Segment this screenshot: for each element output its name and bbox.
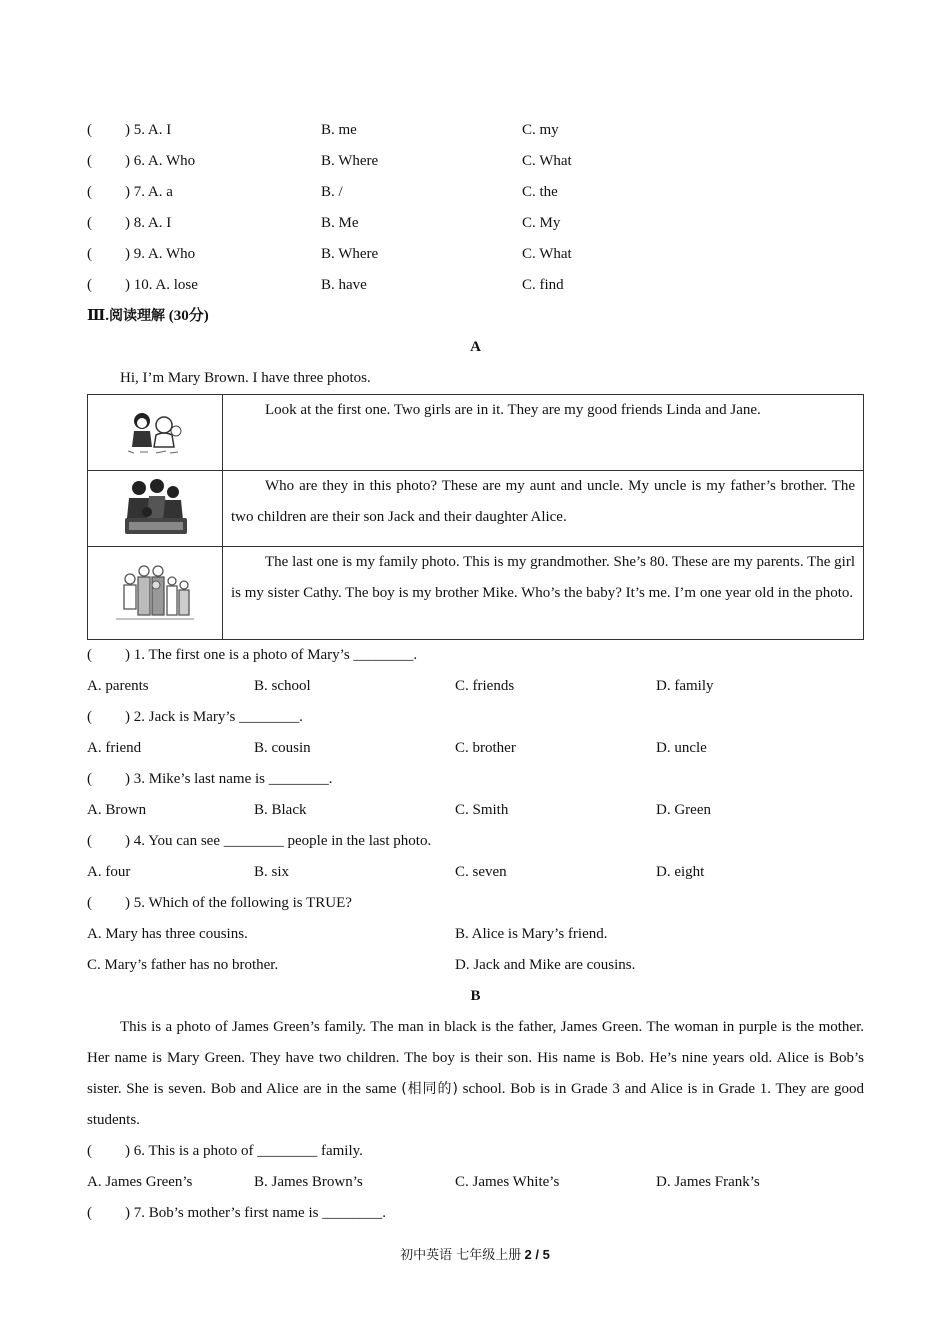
question-options bbox=[87, 795, 864, 826]
answer-paren: ( bbox=[87, 709, 92, 725]
photo-row bbox=[88, 547, 864, 640]
answer-paren: ( bbox=[87, 895, 92, 911]
option-b: B. Black bbox=[254, 802, 307, 818]
option-c: C. My bbox=[522, 215, 561, 231]
photo-cell bbox=[88, 547, 223, 640]
question-stem: ( ) 4. You can see ________ people in the last photo. bbox=[87, 826, 864, 857]
passage-a-intro: Hi, I’m Mary Brown. I have three photos. bbox=[120, 370, 371, 386]
option-c: C. brother bbox=[455, 740, 516, 756]
photo-table bbox=[87, 394, 864, 640]
photo-cell bbox=[88, 395, 223, 471]
question-stem: ( ) 7. Bob’s mother’s first name is ________. bbox=[87, 1198, 864, 1229]
option-c: C. What bbox=[522, 153, 572, 169]
cloze-row bbox=[87, 146, 864, 177]
question-number: ) 9. A. Who bbox=[125, 246, 196, 262]
option-b: B. me bbox=[321, 122, 357, 138]
question-options bbox=[87, 1167, 864, 1198]
cloze-row bbox=[87, 239, 864, 270]
cloze-row bbox=[87, 177, 864, 208]
answer-paren: ( bbox=[87, 215, 92, 231]
answer-paren: ( bbox=[87, 1205, 92, 1221]
photo-text: Who are they in this photo? These are my aunt and uncle. My uncle is my father’s brother. The two children are their son Jack and their daughter Alice. bbox=[223, 471, 864, 547]
question-number: ) 7. A. a bbox=[125, 184, 173, 200]
photo-cell bbox=[88, 471, 223, 547]
footer-subject: 初中英语 七年级上册 bbox=[400, 1248, 522, 1263]
option-b: B. six bbox=[254, 864, 290, 880]
option-d: D. James Frank’s bbox=[656, 1174, 760, 1190]
option-d: D. family bbox=[656, 678, 714, 694]
section-heading: Ⅲ.阅读理解 (30分) bbox=[87, 308, 209, 324]
option-b: B. Where bbox=[321, 153, 379, 169]
passage-a-questions bbox=[87, 640, 864, 981]
answer-paren: ( bbox=[87, 771, 92, 787]
question-options bbox=[87, 857, 864, 888]
option-d: D. Jack and Mike are cousins. bbox=[455, 957, 636, 973]
question-number: ) 5. A. I bbox=[125, 122, 172, 138]
option-c: C. find bbox=[522, 277, 564, 293]
option-d: D. Green bbox=[656, 802, 711, 818]
option-b: B. / bbox=[321, 184, 343, 200]
option-b: B. school bbox=[254, 678, 311, 694]
question-stem: ( ) 5. Which of the following is TRUE? bbox=[87, 888, 864, 919]
page-footer bbox=[0, 1244, 950, 1263]
passage-b-heading: B bbox=[470, 988, 481, 1004]
option-c: C. Mary’s father has no brother. bbox=[87, 957, 279, 973]
question-stem: ( ) 3. Mike’s last name is ________. bbox=[87, 764, 864, 795]
photo-row bbox=[88, 395, 864, 471]
option-a: A. friend bbox=[87, 740, 142, 756]
answer-paren: ( bbox=[87, 1143, 92, 1159]
two-girls-photo-icon bbox=[120, 409, 190, 457]
option-c: C. Smith bbox=[455, 802, 509, 818]
aunt-uncle-family-photo-icon bbox=[117, 478, 193, 540]
option-d: D. eight bbox=[656, 864, 705, 880]
option-c: C. James White’s bbox=[455, 1174, 560, 1190]
option-c: C. the bbox=[522, 184, 558, 200]
option-c: C. seven bbox=[455, 864, 507, 880]
worksheet-page bbox=[87, 115, 864, 1229]
option-a: A. James Green’s bbox=[87, 1174, 193, 1190]
question-options bbox=[87, 671, 864, 702]
option-b: B. have bbox=[321, 277, 367, 293]
passage-b-questions bbox=[87, 1136, 864, 1229]
question-options bbox=[87, 919, 864, 950]
page-number: 2 / 5 bbox=[524, 1247, 550, 1262]
cloze-row bbox=[87, 115, 864, 146]
option-b: B. James Brown’s bbox=[254, 1174, 363, 1190]
photo-text: The last one is my family photo. This is my grandmother. She’s 80. These are my parents. The girl is my sister Cathy. The boy is my brother Mike. Who’s the baby? It’s me. I’m one year old in the photo. bbox=[223, 547, 864, 640]
cloze-options bbox=[87, 115, 864, 301]
option-b: B. Me bbox=[321, 215, 359, 231]
answer-paren: ( bbox=[87, 153, 92, 169]
photo-text: Look at the first one. Two girls are in it. They are my good friends Linda and Jane. bbox=[223, 395, 864, 471]
answer-paren: ( bbox=[87, 122, 92, 138]
answer-paren: ( bbox=[87, 277, 92, 293]
question-options bbox=[87, 950, 864, 981]
cloze-row bbox=[87, 270, 864, 301]
option-a: A. four bbox=[87, 864, 131, 880]
photo-row bbox=[88, 471, 864, 547]
option-a: A. Brown bbox=[87, 802, 147, 818]
mary-family-photo-icon bbox=[112, 561, 198, 625]
option-a: A. Mary has three cousins. bbox=[87, 926, 248, 942]
passage-b-text: This is a photo of James Green’s family. The man in black is the father, James Green. The woman in purple is the mother. Her name is Mary Green. They have two children. The boy is their son. His name is Bob. He’s nine years old. Alice is Bob’s sister. She is seven. Bob and Alice are in the same (相同的) school. Bob is in Grade 3 and Alice is in Grade 1. They are good students. bbox=[87, 1019, 864, 1128]
option-d: D. uncle bbox=[656, 740, 707, 756]
question-stem: ( ) 1. The first one is a photo of Mary’s ________. bbox=[87, 640, 864, 671]
option-c: C. friends bbox=[455, 678, 515, 694]
question-number: ) 8. A. I bbox=[125, 215, 172, 231]
passage-a-heading: A bbox=[470, 339, 481, 355]
question-number: ) 10. A. lose bbox=[125, 277, 198, 293]
question-stem: ( ) 6. This is a photo of ________ family. bbox=[87, 1136, 864, 1167]
question-stem: ( ) 2. Jack is Mary’s ________. bbox=[87, 702, 864, 733]
option-b: B. Alice is Mary’s friend. bbox=[455, 926, 608, 942]
option-a: A. parents bbox=[87, 678, 149, 694]
option-b: B. Where bbox=[321, 246, 379, 262]
option-c: C. What bbox=[522, 246, 572, 262]
cloze-row bbox=[87, 208, 864, 239]
answer-paren: ( bbox=[87, 246, 92, 262]
option-c: C. my bbox=[522, 122, 559, 138]
answer-paren: ( bbox=[87, 184, 92, 200]
option-b: B. cousin bbox=[254, 740, 311, 756]
answer-paren: ( bbox=[87, 833, 92, 849]
question-number: ) 6. A. Who bbox=[125, 153, 196, 169]
answer-paren: ( bbox=[87, 647, 92, 663]
question-options bbox=[87, 733, 864, 764]
